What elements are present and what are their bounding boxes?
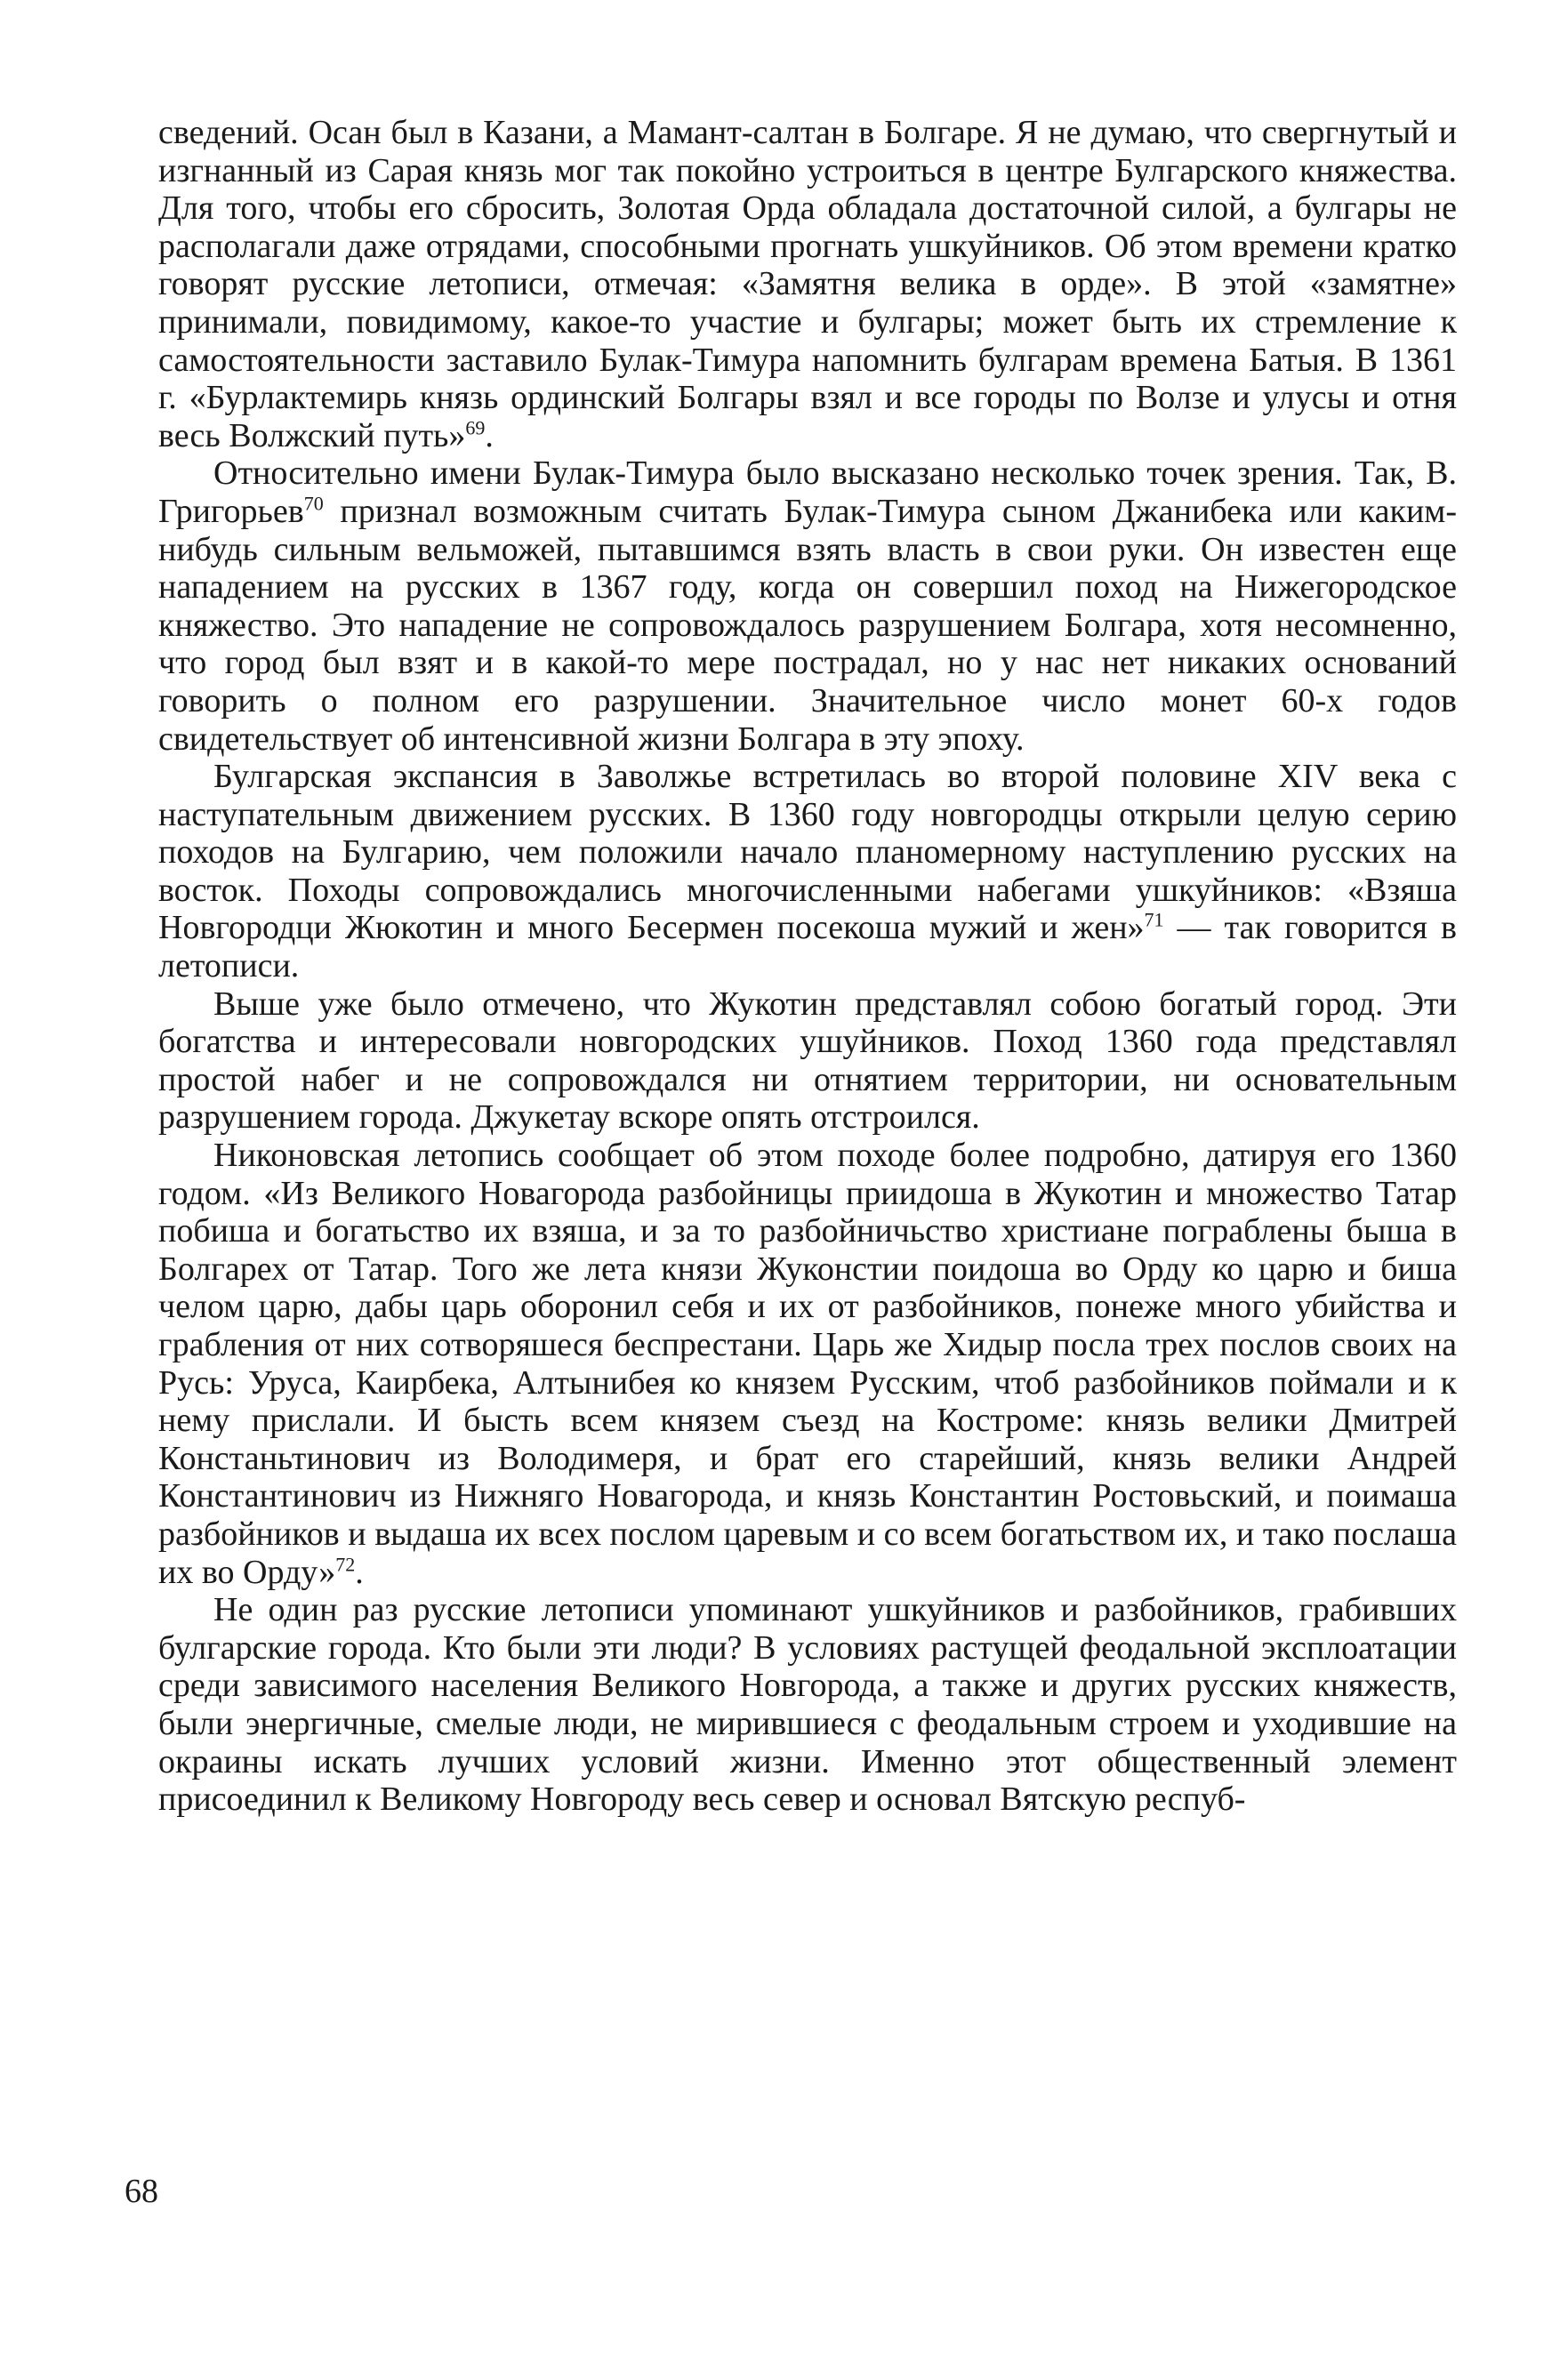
paragraph-2-tail: признал возможным считать Булак-Тимура сыном Джанибека или каким-нибудь сильным вельможей, пытавшимся взять власть в свои руки. Он известен еще нападением на русских в 1367 году, когда он совершил поход на Нижегородское княжество. Это нападение не сопровождалось разрушением Болгара, хотя несомненно, что город был взят и в какой-то мере пострадал, но у нас нет никаких оснований говорить о полном его разрушении. Значительное число монет 60-х годов свидетельствует об интенсивной жизни Болгара в эту эпоху. [158,492,1457,758]
footnote-ref-72[interactable]: 72 [335,1552,356,1575]
paragraph-3-tail: — так говорится в летописи. [158,909,1457,985]
paragraph-5-text: Никоновская летопись сообщает об этом походе более подробно, датируя его 1360 годом. «Из Великого Новагорода разбойницы приидоша в Жукотин и множество Татар побиша и богатьство их взяша, и за то разбойничьство христиане пограблены быша в Болгарех от Татар. Того же лета князи Жуконстии поидоша во Орду ко царю и биша челом царю, дабы царь оборонил себя и их от разбойников, понеже много убийства и грабления от них сотворяшеся беспрестани. Царь же Хидыр посла трех послов своих на Русь: Уруса, Каирбека, Алтынибея ко князем Русским, чтоб разбойников поймали и к нему прислали. И бысть всем князем съезд на Костроме: князь велики Дмитрей Констаньтинович из Володимеря, и брат его старейший, князь велики Андрей Константинович из Нижняго Новагорода, и князь Константин Ростовьский, и поимаша разбойников и выдаша их всех послом царевым и со всем богатьством их, и тако послаша их во Орду» [158,1137,1457,1591]
page-number: 68 [125,2173,158,2210]
paragraph-5 [158,1137,1457,1591]
paragraph-4 [158,985,1457,1137]
paragraph-1-text: сведений. Осан был в Казани, а Мамант-салтан в Болгаре. Я не думаю, что свергнутый и изгнанный из Сарая князь мог так покойно устроиться в центре Булгарского княжества. Для того, чтобы его сбросить, Золотая Орда обладала достаточной силой, а булгары не располагали даже отрядами, способными прогнать ушкуйников. Об этом времени кратко говорят русские летописи, отмечая: «Замятня велика в орде». В этой «замятне» принимали, повидимому, какое-то участие и булгары; может быть их стремление к самостоятельности заставило Булак-Тимура напомнить булгарам времена Батыя. В 1361 г. «Бурлактемирь князь ординский Болгары взял и все городы по Волзе и улусы и отня весь Волжский путь» [158,114,1457,454]
footnote-ref-71[interactable]: 71 [1144,908,1164,931]
footnote-ref-69[interactable]: 69 [465,416,486,439]
paragraph-2 [158,454,1457,758]
footnote-ref-70[interactable]: 70 [303,492,324,515]
paragraph-3 [158,758,1457,985]
paragraph-3-text: Булгарская экспансия в Заволжье встретилась во второй половине XIV века с наступательным движением русских. В 1360 году новгородцы открыли целую серию походов на Булгарию, чем положили начало планомерному наступлению русских на восток. Походы сопровождались многочисленными набегами ушкуйников: «Взяша Новгородци Жюкотин и много Бесермен посекоша мужий и жен» [158,758,1457,947]
paragraph-6 [158,1591,1457,1819]
paragraph-1-tail: . [485,416,494,454]
paragraph-5-tail: . [355,1553,364,1591]
paragraph-6-text: Не один раз русские летописи упоминают ушкуйников и разбойников, грабивших булгарские города. Кто были эти люди? В условиях растущей феодальной эксплоатации среди зависимого населения Великого Новгорода, а также и других русских княжеств, были энергичные, смелые люди, не мирившиеся с феодальным строем и уходившие на окраины искать лучших условий жизни. Именно этот общественный элемент присоединил к Великому Новгороду весь север и основал Вятскую респуб- [158,1591,1457,1819]
paragraph-4-text: Выше уже было отмечено, что Жукотин представлял собою богатый город. Эти богатства и интересовали новгородских ушуйников. Поход 1360 года представлял простой набег и не сопровождался ни отнятием территории, ни основательным разрушением города. Джукетау вскоре опять отстроился. [158,985,1457,1137]
paragraph-1 [158,114,1457,454]
paragraph-2-text: Относительно имени Булак-Тимура было высказано несколько точек зрения. Так, В. Григорьев [158,454,1457,530]
page-body [158,114,1457,1819]
